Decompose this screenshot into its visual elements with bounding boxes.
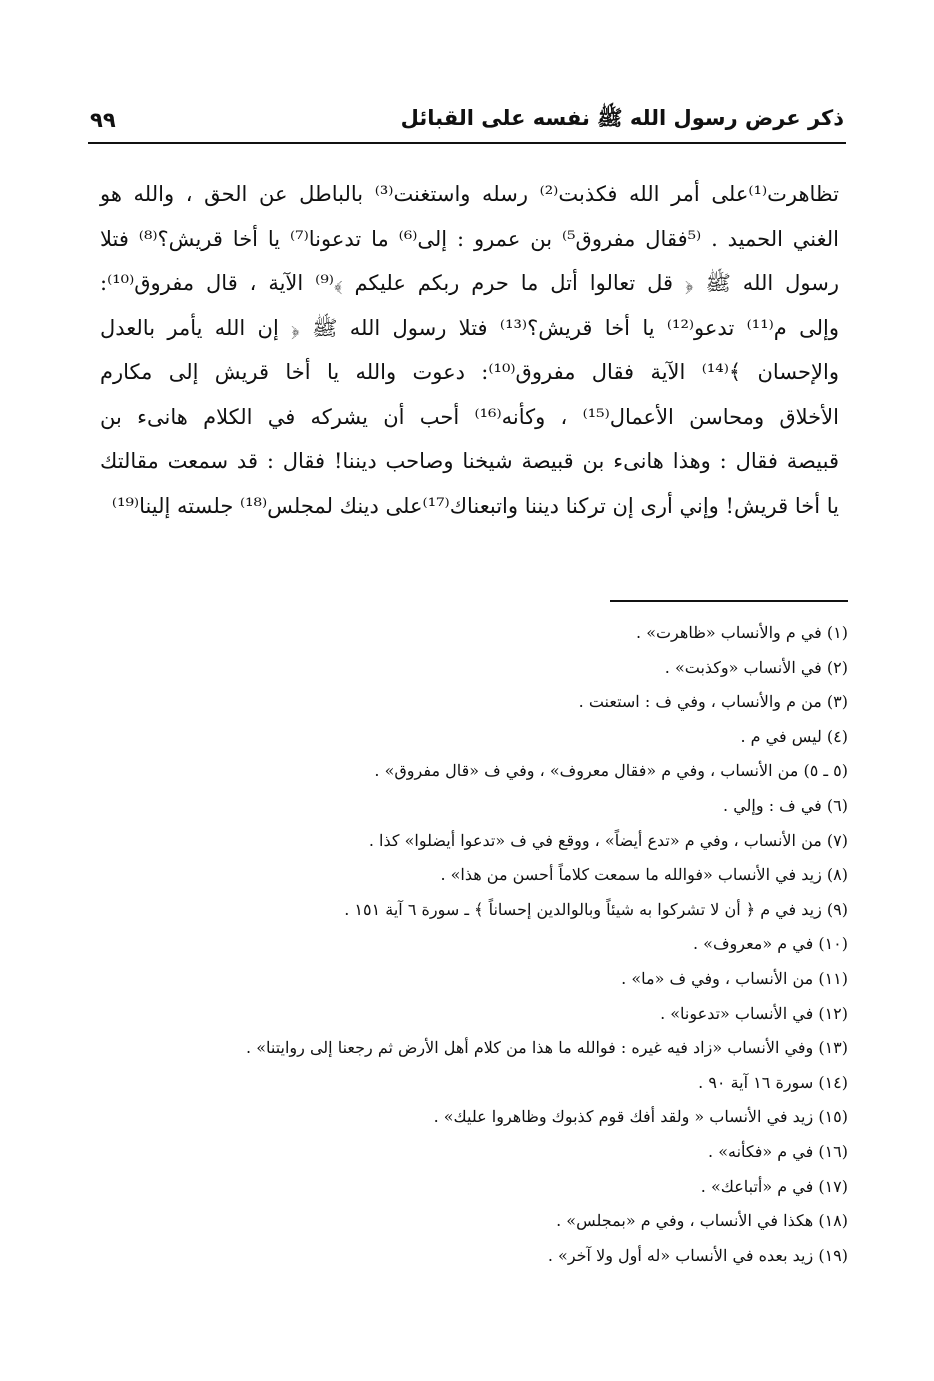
footnote: (٧) من الأنساب ، وفي م «تدع أيضاً» ، ووقع في ف «تدعوا أيضلوا» كذا . [368,830,848,850]
text-line: رسول الله ﷺ ﴿ قل تعالوا أتل ما حرم ربكم عليكم ﴾⁽⁹⁾ الآية ، قال مفروق⁽¹⁰⁾: [100,271,839,295]
text-line: الأخلاق ومحاسن الأعمال⁽¹⁵⁾ ، وكأنه⁽¹⁶⁾ أحب أن يشركه في الكلام هانىء بن [100,404,839,429]
text-line: وإلى م⁽¹¹⁾ تدعو⁽¹²⁾ يا أخا قريش؟⁽¹³⁾ فتلا رسول الله ﷺ ﴿ إن الله يأمر بالعدل [100,315,839,340]
footnote: (١٠) في م «معروف» . [692,934,848,954]
footnotes [90,616,848,1273]
text-line: تظاهرت⁽¹⁾على أمر الله فكذبت⁽²⁾ رسله واستغنت⁽³⁾ بالباطل عن الحق ، والله هو [100,182,839,206]
footnote: (١١) من الأنساب ، وفي ف «ما» . [621,968,848,988]
text-line: والإحسان ﴾⁽¹⁴⁾ الآية فقال مفروق⁽¹⁰⁾: دعوت والله يا أخا قريش إلى مكارم [100,360,839,384]
footnote: (١٢) في الأنساب «تدعونا» . [660,1003,848,1023]
footnote: (١٤) سورة ١٦ آية ٩٠ . [698,1072,848,1092]
running-header [90,100,844,140]
footnote-divider [610,600,848,602]
footnote: (٣) من م والأنساب ، وفي ف : استعنت . [578,692,848,712]
footnote: (٥ ـ ٥) من الأنساب ، وفي م «فقال معروف» ، وفي ف «قال مفروق» . [374,761,848,781]
footnote: (١٧) في م «أتباعك» . [700,1176,848,1196]
footnote: (٨) زيد في الأنساب «فوالله ما سمعت كلاماً أحسن من هذا» . [440,865,848,885]
page-number: ٩٩ [90,108,116,132]
text-line: يا أخا قريش! وإني أرى إن تركنا ديننا واتبعناك⁽¹⁷⁾على دينك لمجلس⁽¹⁸⁾ جلسته إلينا⁽¹⁹⁾ [111,493,839,518]
footnote: (٤) ليس في م . [740,726,848,746]
footnote: (١٥) زيد في الأنساب « ولقد أفك قوم كذبوك وظاهروا عليك» . [433,1107,848,1127]
footnote: (١٨) هكذا في الأنساب ، وفي م «بمجلس» . [556,1211,848,1231]
text-line: الغني الحميد . ⁽⁵فقال مفروق⁵⁾ بن عمرو : إلى⁽⁶⁾ ما تدعونا⁽⁷⁾ يا أخا قريش؟⁽⁸⁾ فتلا [100,226,840,251]
footnote: (١٩) زيد بعده في الأنساب «له أول ولا آخر» . [547,1245,848,1265]
main-text [100,172,839,528]
footnote: (٦) في ف : وإلي . [723,795,848,815]
footnote: (٢) في الأنساب «وكذبت» . [664,657,848,677]
footnote: (١) في م والأنساب «ظاهرت» . [636,623,848,642]
footnote: (١٦) في م «فكأنه» . [708,1141,848,1161]
chapter-title: ذكر عرض رسول الله ﷺ نفسه على القبائل [400,105,844,130]
text-line: قبيصة فقال : وهذا هانىء بن قبيصة شيخنا وصاحب ديننا! فقال : قد سمعت مقالتك [100,449,839,473]
footnote: (٩) زيد في م ﴿ أن لا تشركوا به شيئاً وبالوالدين إحساناً ﴾ ـ سورة ٦ آية ١٥١ . [344,899,848,919]
header-divider [88,142,846,144]
footnote: (١٣) وفي الأنساب «زاد فيه غيره : فوالله ما هذا من كلام أهل الأرض ثم رجعنا إلى روايتنا» . [246,1038,848,1058]
